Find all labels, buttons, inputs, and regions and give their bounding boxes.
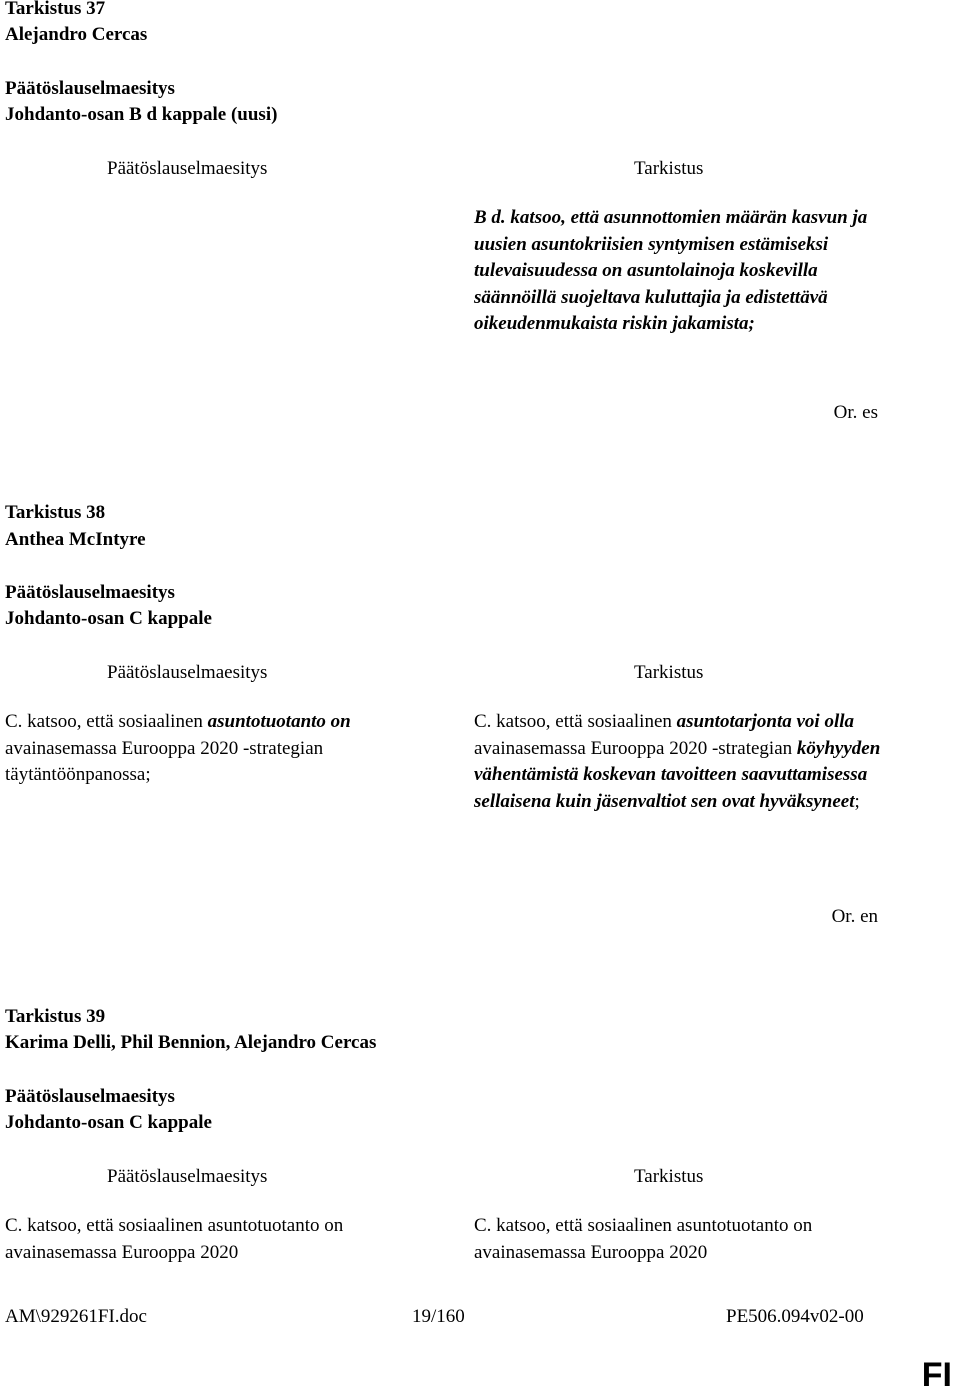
amendment-heading: Tarkistus 38 xyxy=(5,502,106,523)
amendment-text-right: C. katsoo, että sosiaalinen asuntotuotanto on avainasemassa Eurooppa 2020 xyxy=(474,1215,813,1263)
text-segment: avainasemassa Eurooppa 2020 -strategian xyxy=(474,737,797,759)
original-text-left: C. katsoo, että sosiaalinen asuntotuotanto on avainasemassa Eurooppa 2020 xyxy=(5,1215,344,1263)
pe-reference: PE506.094v02-00 xyxy=(726,1306,864,1327)
amendment-text-right xyxy=(474,709,894,815)
doc-type: Päätöslauselmaesitys xyxy=(5,1086,175,1107)
reference: Johdanto-osan C kappale xyxy=(5,608,212,629)
doc-type: Päätöslauselmaesitys xyxy=(5,78,175,99)
amendment-text-right: B d. katsoo, että asunnottomien määrän kasvun ja uusien asuntokriisien syntymisen estämiseksi tulevaisuudessa on asuntolainoja koskevilla säännöillä suojeltava kuluttajia ja edistettävä oikeudenmukaista riskin jakamista; xyxy=(474,207,868,334)
original-language: Or. es xyxy=(833,402,878,423)
changed-text: asuntotarjonta voi olla xyxy=(676,711,855,732)
text-segment: C. katsoo, että sosiaalinen xyxy=(474,711,677,732)
language-mark: FI xyxy=(921,1356,952,1394)
changed-text: asuntotuotanto on xyxy=(207,711,351,732)
changed-text: köyhyyden vähentämistä koskevan tavoitteen saavuttamisessa sellaisena kuin jäsenvaltiot sen ovat hyväksyneet xyxy=(474,737,881,812)
reference: Johdanto-osan B d kappale (uusi) xyxy=(5,104,278,125)
text-segment: C. katsoo, että sosiaalinen xyxy=(5,711,208,732)
amendment-authors: Anthea McIntyre xyxy=(5,529,146,550)
right-column-heading: Tarkistus xyxy=(634,662,704,683)
amendment-heading: Tarkistus 37 xyxy=(5,0,106,19)
right-column-heading: Tarkistus xyxy=(634,1166,704,1187)
amendment-authors: Alejandro Cercas xyxy=(5,24,148,45)
reference: Johdanto-osan C kappale xyxy=(5,1112,212,1133)
left-column-heading: Päätöslauselmaesitys xyxy=(107,1166,268,1187)
left-column-heading: Päätöslauselmaesitys xyxy=(107,158,268,179)
doc-type: Päätöslauselmaesitys xyxy=(5,582,175,603)
original-text-left xyxy=(5,709,397,789)
amendment-authors: Karima Delli, Phil Bennion, Alejandro Cercas xyxy=(5,1032,377,1053)
page-number: 19/160 xyxy=(412,1306,465,1327)
text-segment: avainasemassa Eurooppa 2020 -strategian täytäntöönpanossa; xyxy=(5,737,324,785)
document-reference: AM\929261FI.doc xyxy=(5,1306,147,1327)
text-segment: ; xyxy=(854,790,860,812)
left-column-heading: Päätöslauselmaesitys xyxy=(107,662,268,683)
original-language: Or. en xyxy=(831,906,878,927)
amendment-heading: Tarkistus 39 xyxy=(5,1006,106,1027)
right-column-heading: Tarkistus xyxy=(634,158,704,179)
